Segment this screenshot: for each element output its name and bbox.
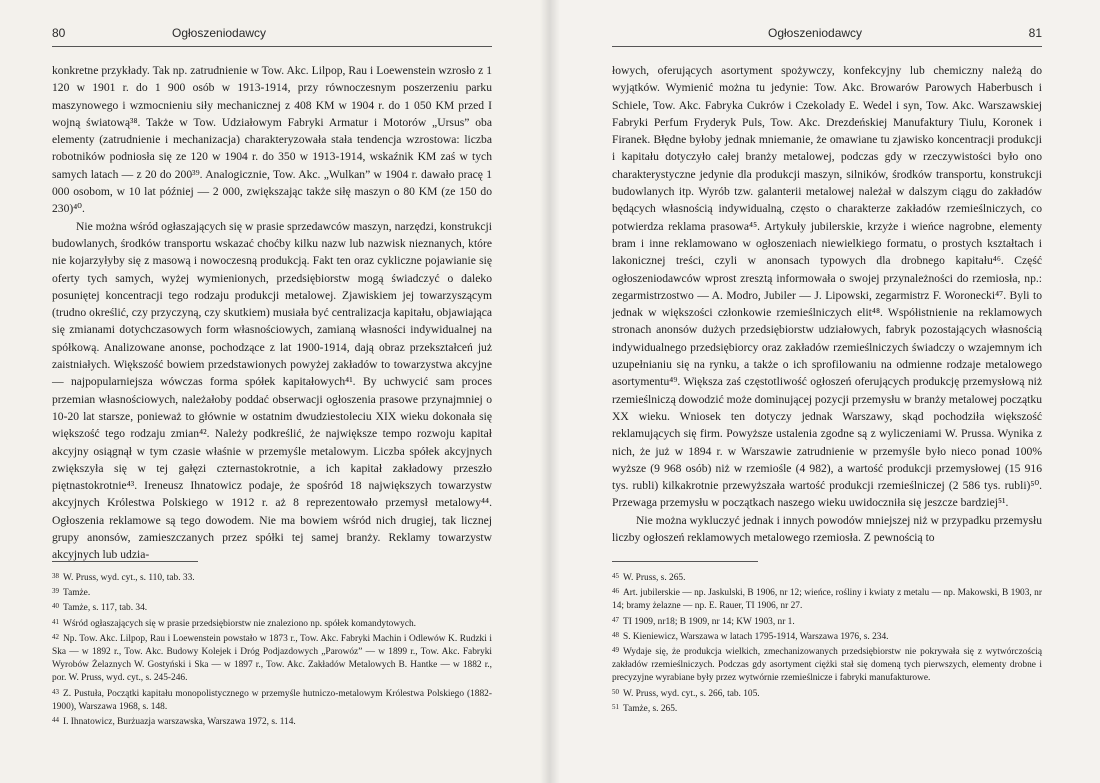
footnote bbox=[52, 585, 492, 600]
footnote bbox=[612, 701, 1042, 716]
footnote bbox=[612, 629, 1042, 644]
footnote-text: Art. jubilerskie — np. Jaskulski, B 1906, nr 12; wieńce, rośliny i kwiaty z metalu — np. Makowski, B 1903, nr 14; bramy żelazne — np. E. Rauer, TI 1906, nr 27. bbox=[612, 588, 1042, 612]
page-number: 81 bbox=[1028, 26, 1042, 40]
footnote bbox=[52, 631, 492, 686]
footnote bbox=[52, 616, 492, 631]
right-page bbox=[550, 0, 1100, 783]
footnote-mark: 44 bbox=[52, 716, 59, 725]
footnote-text: W. Pruss, wyd. cyt., s. 110, tab. 33. bbox=[63, 573, 195, 583]
footnote-rule bbox=[52, 561, 198, 562]
running-head: Ogłoszeniodawcy bbox=[172, 26, 267, 40]
footnote bbox=[52, 600, 492, 615]
footnote-mark: 45 bbox=[612, 572, 619, 580]
header-rule bbox=[52, 46, 492, 47]
footnote-mark: 51 bbox=[612, 702, 619, 711]
footnote bbox=[52, 686, 492, 714]
footnote-rule bbox=[612, 561, 758, 562]
footnote-mark: 43 bbox=[52, 687, 59, 696]
right-footnotes bbox=[612, 570, 1042, 716]
header-rule bbox=[612, 46, 1042, 47]
footnote-text: W. Pruss, wyd. cyt., s. 266, tab. 105. bbox=[623, 688, 760, 699]
paragraph: łowych, oferujących asortyment spożywczy, konfekcyjny lub chemiczny należą do wyjątków. Wymienić można tu jedynie: Tow. Akc. Browarów Parowych Haberbusch i Schiele, Tow. Akc. Fabryka Cukrów i Czekolady E. Wedel i syn, Tow. Akc. Warszawskiej Fabryki Perfum Fryderyk Puls, Tow. Akc. Drezdeńskiej Manufaktury Tiulu, Koronek i Firanek. Błędne byłoby jednak mniemanie, że omawiane tu zjawisko koncentracji produkcji i kapitału dotyczyło całej branży metalowej, podczas gdy w rzeczywistości było ono charakterystyczne jedynie dla produkcji maszyn, silników, środków transportu, konstrukcji budowlanych itp. Wyrób tzw. galanterii metalowej należał w dalszym ciągu do zakładów będących własnością indywidualną, często o charakterze zakładów rzemieślniczych, co potwierdza reklama prasowa⁴⁵. Artykuły jubilerskie, krzyże i wieńce nagrobne, elementy bram i inne reklamowano w ogłoszeniach niewielkiego formatu, o prostych kształtach i lakonicznej treści, czyli w anonsach typowych dla drobnego kapitału⁴⁶. Część ogłoszeniodawców wprost zresztą informowała o swojej przynależności do rzemiosła, np.: zegarmistrzostwo — A. Modro, Jubiler — J. Lipowski, zegarmistrz F. Woronecki⁴⁷. Byli to jednak w większości członkowie rzemieślniczych elit⁴⁸. Współistnienie na reklamowych stronach anonsów dużych przedsiębiorstw udziałowych, fabryk pozostających własnością indywidualnego przedsiębiorcy oraz zakładów rzemieślniczych świadczy o wzajemnym ich uzupełnianiu się na rynku, a także o ich sprofilowaniu na odmienne rodzaje metalowego asortymentu⁴⁹. Większa zaś częstotliwość ogłoszeń oferujących produkcję przemysłową niż rzemieślniczą dowodzić może dominującej pozycji przemysłu w branży metalowej początku XX wieku. Wniosek ten dotyczy jednak Warszawy, skąd pochodziła większość reklamujących się firm. Powyższe ustalenia zgodne są z wyliczeniami W. Prussa. Wynika z nich, że już w 1894 r. w Warszawie zatrudnienie w przemyśle było nieco ponad 100% wyższe (9 968 osób) niż w rzemiośle (4 982), a wartość produkcji przemysłowej (15 916 tys. rubli) kilkakrotnie przewyższała wartość produkcji rzemieślniczej (2 586 tys. rubli)⁵⁰. Przewaga przemysłu w początkach naszego wieku uwidoczniła się jeszcze bardziej⁵¹. bbox=[612, 64, 1042, 510]
paragraph: konkretne przykłady. Tak np. zatrudnienie w Tow. Akc. Lilpop, Rau i Loewenstein wzrosło z 1 120 w 1901 r. do 1 900 osób w 1913-1914, przy równoczesnym poszerzeniu parku maszynowego i wzmocnieniu siły mechanicznej z 408 KM w 1904 r. do 1 050 KM przed I wojną światową³⁸. Także w Tow. Udziałowym Fabryki Armatur i Motorów „Ursus” oba elementy (zatrudnienie i mechanizacja) charakteryzowała stała tendencja wzrostowa: liczba robotników podniosła się ze 120 w 1904 r. do 350 w 1913-1914, wskaźnik KM zaś w tych samych latach — z 20 do 200³⁹. Analogicznie, Tow. Akc. „Wulkan” w 1904 r. dawało pracę 1 000 osobom, w 10 lat później — 2 000, zwiększając także siłę maszyn o 80 KM (ze 150 do 230)⁴⁰. bbox=[52, 64, 492, 216]
footnote-mark: 47 bbox=[612, 615, 619, 624]
left-body-text bbox=[52, 62, 492, 564]
footnote-mark: 49 bbox=[612, 646, 619, 655]
footnote-text: Np. Tow. Akc. Lilpop, Rau i Loewenstein powstało w 1873 r., Tow. Akc. Fabryki Machin i Odlewów K. Rudzki i Ska — w 1892 r., Tow. Akc. Budowy Kolejek i Dróg Podjazdowych „Parowóz” — w 1899 r., Tow. Akc. Fabryki Wyrobów Żelaznych W. Gostyński i Ska — w 1897 r., Tow. Akc. Zakładów Metalowych B. Hantke — w 1882 r., por. W. Pruss, wyd. cyt., s. 245-246. bbox=[52, 633, 492, 684]
footnote bbox=[612, 686, 1042, 701]
footnote-mark: 38 bbox=[52, 572, 59, 580]
left-page-header bbox=[52, 26, 492, 46]
footnote-mark: 48 bbox=[612, 630, 619, 639]
footnote-text: Tamże, s. 265. bbox=[623, 703, 678, 714]
footnote-mark: 39 bbox=[52, 587, 59, 596]
footnote bbox=[612, 614, 1042, 629]
footnote bbox=[612, 585, 1042, 613]
running-head: Ogłoszeniodawcy bbox=[768, 26, 863, 40]
footnote-text: S. Kieniewicz, Warszawa w latach 1795-1914, Warszawa 1976, s. 234. bbox=[623, 631, 889, 642]
page-number: 80 bbox=[52, 26, 66, 40]
footnote bbox=[52, 570, 492, 585]
footnote bbox=[52, 714, 492, 729]
footnote-text: TI 1909, nr18; B 1909, nr 14; KW 1903, nr 1. bbox=[623, 616, 795, 627]
footnote bbox=[612, 570, 1042, 585]
footnote-text: W. Pruss, s. 265. bbox=[623, 573, 686, 583]
footnote-mark: 50 bbox=[612, 687, 619, 696]
footnote-text: Wydaje się, że produkcja wielkich, zmechanizowanych przedsiębiorstw nie pokrywała się z wytwórczością zakładów rzemieślniczych. Podczas gdy asortyment ciężki stał się domeną tych pierwszych, elementy drobne i precyzyjne wyrabiane były przez wytwórnie rzemieślnicze i fabryki manufakturowe. bbox=[612, 647, 1042, 684]
footnote-mark: 41 bbox=[52, 617, 59, 626]
footnote-mark: 40 bbox=[52, 602, 59, 611]
footnote bbox=[612, 644, 1042, 686]
footnote-text: Wśród ogłaszających się w prasie przedsiębiorstw nie znaleziono np. spółek komandytowych. bbox=[63, 618, 417, 629]
footnote-text: Tamże. bbox=[63, 588, 91, 599]
paragraph: Nie można wśród ogłaszających się w prasie sprzedawców maszyn, narzędzi, konstrukcji budowlanych, środków transportu wskazać choćby kilku nazw lub nazwisk nieznanych, które nie kojarzyłyby się z masową i nowoczesną produkcją. Fakt ten oraz cykliczne pojawianie się oferty tych samych, wyżej wymienionych, przedsiębiorstw mogą świadczyć o daleko posuniętej koncentracji tego rodzaju produkcji metalowej. Zjawiskiem jej towarzyszącym (trudno określić, czy przyczyną, czy skutkiem) musiała być centralizacja kapitału, objawiająca się zmianami dotychczasowych form własnościowych, zamianą własności indywidualnej na spółkową. Analizowane anonse, pochodzące z lat 1900-1914, dają obraz przekształceń już zaistniałych. Większość bowiem przedstawionych powyżej zakładów to towarzystwa akcyjne — najpopularniejsza wówczas forma spółek kapitałowych⁴¹. By uchwycić sam proces przemian własnościowych, należałoby poddać obserwacji ogłoszenia prasowe przynajmniej o 10-20 lat starsze, ponieważ to głównie w ostatnim dwudziestoleciu XIX wieku dokonała się większość tego rodzaju zmian⁴². Należy podkreślić, że największe tempo rozwoju kapitał akcyjny osiągnął w tym czasie właśnie w przemyśle metalowym. Liczba spółek akcyjnych zwiększyła się w tej gałęzi czternastokrotnie, a ich kapitał zakładowy przeszło piętnastokrotnie⁴³. Ireneusz Ihnatowicz podaje, że spośród 18 największych towarzystw akcyjnych Królestwa Polskiego w 1912 r. aż 8 reprezentowało przemysł metalowy⁴⁴. Ogłoszenia reklamowe są tego dowodem. Nie ma bowiem wśród nich drugiej, tak licznej grupy anonsów, zamieszczanych przez spółki tej samej branży. Reklamy towarzystw akcyjnych lub udzia- bbox=[52, 219, 492, 562]
right-page-header bbox=[612, 26, 1042, 46]
footnote-mark: 46 bbox=[612, 587, 619, 596]
right-body-text bbox=[612, 62, 1042, 546]
footnote-text: I. Ihnatowicz, Burżuazja warszawska, Warszawa 1972, s. 114. bbox=[63, 717, 296, 728]
footnote-text: Z. Pustuła, Początki kapitału monopolistycznego w przemyśle hutniczo-metalowym Królestwa Polskiego (1882-1900), Warszawa 1968, s. 148. bbox=[52, 688, 492, 712]
footnote-mark: 42 bbox=[52, 632, 59, 641]
footnote-text: Tamże, s. 117, tab. 34. bbox=[63, 603, 148, 614]
paragraph: Nie można wykluczyć jednak i innych powodów mniejszej niż w przypadku przemysłu liczby ogłoszeń reklamowych metalowego rzemiosła. Z pewnością to bbox=[612, 513, 1042, 545]
left-footnotes bbox=[52, 570, 492, 729]
